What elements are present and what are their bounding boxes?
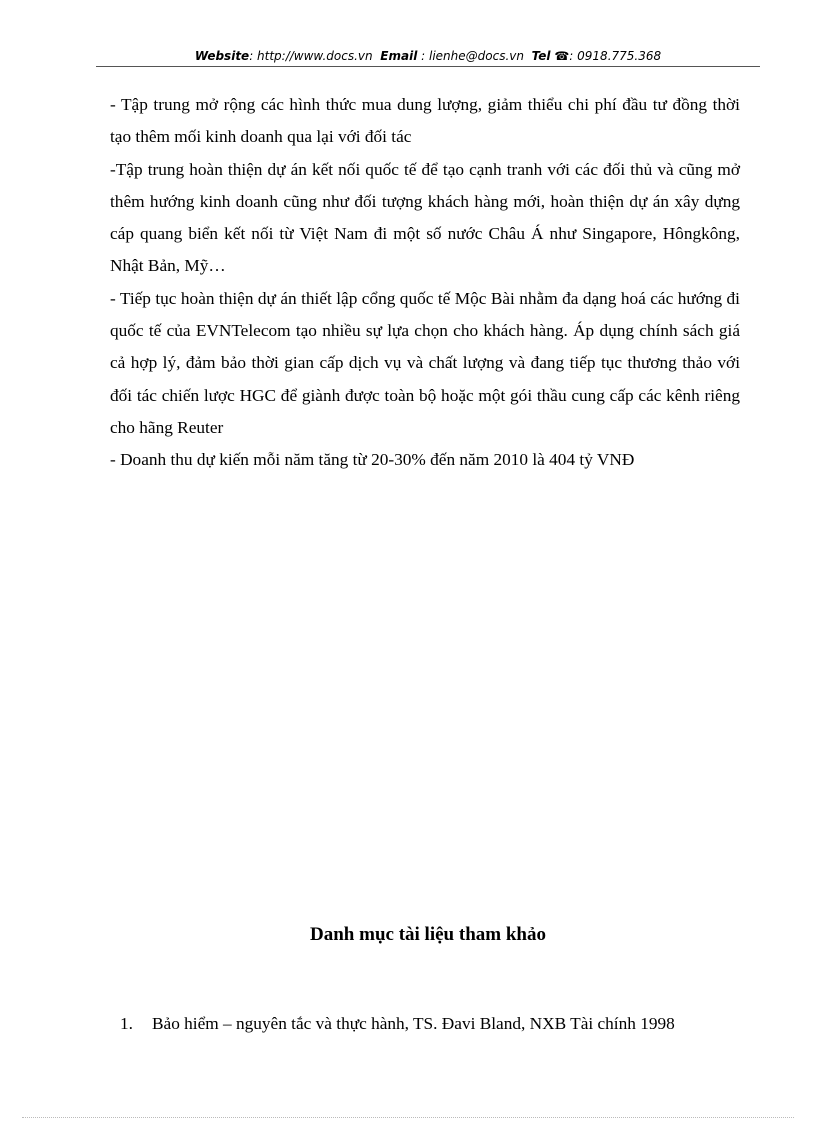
website-value: : http://www.docs.vn [249,49,373,63]
website-label: Website [194,49,250,63]
header-divider [96,66,760,67]
reference-text: Bảo hiểm – nguyên tắc và thực hành, TS. Đavi Bland, NXB Tài chính 1998 [152,1014,675,1033]
phone-icon: ☎ [554,49,570,63]
tel-value: : 0918.775.368 [569,49,662,63]
document-body [110,89,740,477]
reference-number: 1. [120,1014,133,1033]
references-list [120,1009,760,1039]
reference-item [120,1009,760,1039]
footer-divider [22,1117,794,1118]
paragraph-moc-bai: - Tiếp tục hoàn thiện dự án thiết lập cổng quốc tế Mộc Bài nhằm đa dạng hoá các hướng đi quốc tế của EVNTelecom tạo nhiều sự lựa chọn cho khách hàng. Áp dụng chính sách giá cả hợp lý, đảm bảo thời gian cấp dịch vụ và chất lượng và đang tiếp tục thương thảo với đối tác chiến lược HGC để giành được toàn bộ hoặc một gói thầu cung cấp các kênh riêng cho hãng Reuter [110,288,740,437]
page-header [96,46,760,66]
paragraph-revenue: - Doanh thu dự kiến mỗi năm tăng từ 20-30% đến năm 2010 là 404 tỷ VNĐ [110,450,635,470]
email-value: : lienhe@docs.vn [421,49,524,63]
references-title: Danh mục tài liệu tham khảo [310,924,546,945]
tel-label: Tel [531,49,551,63]
paragraph-capacity: - Tập trung mở rộng các hình thức mua dung lượng, giảm thiểu chi phí đầu tư đồng thời tạo thêm mối kinh doanh qua lại với đối tác [110,95,740,147]
email-label: Email [380,49,418,63]
paragraph-international: -Tập trung hoàn thiện dự án kết nối quốc tế để tạo cạnh tranh với các đối thủ và cũng mở thêm hướng kinh doanh cũng như đối tượng khách hàng mới, hoàn thiện dự án xây dựng cáp quang biển kết nối từ Việt Nam đi một số nước Châu Á như Singapore, Hôngkông, Nhật Bản, Mỹ… [110,159,740,276]
